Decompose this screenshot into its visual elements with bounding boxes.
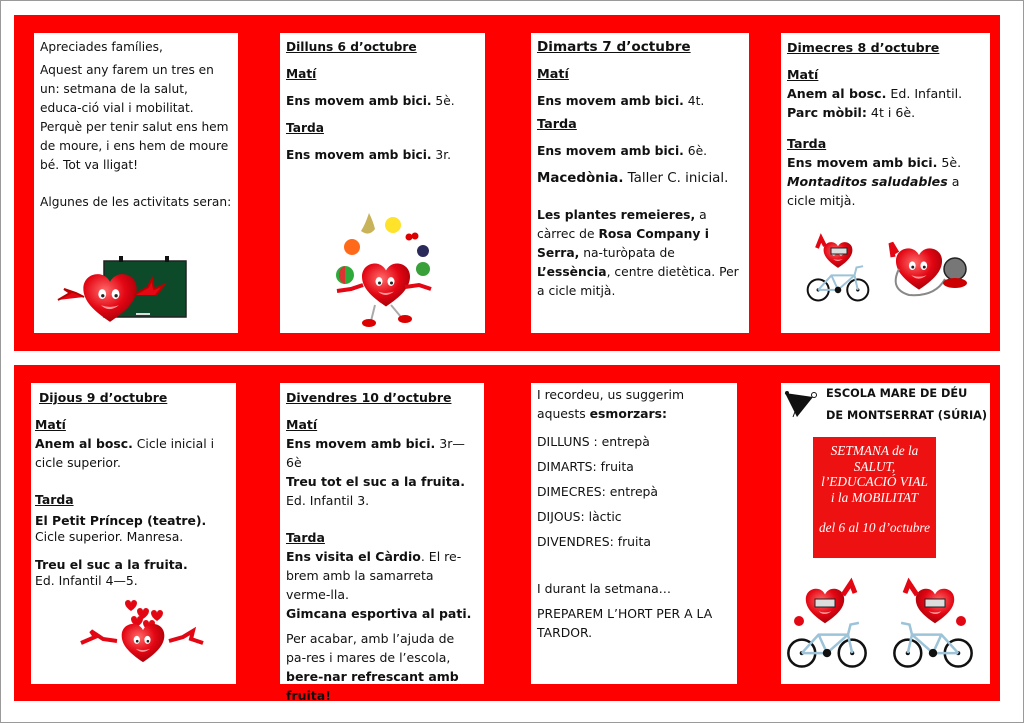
week-intro: I durant la setmana… (537, 581, 672, 596)
tuesday-plants: Les plantes remeieres, a càrrec de Rosa Company i Serra, na-turòpata de L’essència, centre dietètica. Per a cicle mitjà. (537, 208, 739, 298)
tuesday-title: Dimarts 7 d’octubre (537, 39, 691, 55)
thursday-morning-item: Anem al bosc. Cicle inicial i cicle superior. (35, 436, 215, 470)
friday-afternoon-label: Tarda (286, 530, 325, 545)
breakfast-item: DIMECRES: entrepà (537, 484, 659, 499)
greeting: Apreciades famílies, (40, 40, 163, 54)
friday-morning-item-2: Treu tot el suc a la fruita. Ed. Infantil 3. (286, 474, 465, 508)
monday-panel (280, 33, 485, 333)
friday-morning-label: Matí (286, 417, 318, 432)
heart-cycling-right-icon (785, 581, 869, 669)
thursday-afternoon-item-2: Treu el suc a la fruita. Ed. Infantil 4—5. (35, 557, 188, 588)
cover-panel (781, 383, 990, 684)
wednesday-morning-item-2: Parc mòbil: 4t i 6è. (787, 105, 916, 120)
intro-panel (34, 33, 238, 333)
tuesday-afternoon-item-2: Macedònia. Taller C. inicial. (537, 171, 729, 186)
monday-afternoon-label: Tarda (286, 121, 324, 135)
breakfasts-intro: I recordeu, us suggerim aquests esmorzars: (537, 387, 685, 421)
monday-morning-label: Matí (286, 67, 317, 81)
tuesday-panel (531, 33, 749, 333)
wednesday-title: Dimecres 8 d’octubre (787, 40, 940, 55)
heart-with-hearts-icon (81, 597, 205, 663)
thursday-title: Dijous 9 d’octubre (39, 390, 168, 405)
breakfasts-panel (531, 383, 737, 684)
tuesday-morning-label: Matí (537, 67, 569, 82)
thursday-morning-label: Matí (35, 417, 66, 432)
monday-afternoon-item: Ens movem amb bici. 3r. (286, 148, 451, 162)
monday-title: Dilluns 6 d’octubre (286, 40, 417, 54)
friday-morning-item-1: Ens movem amb bici. 3r—6è (286, 436, 465, 470)
friday-afternoon-item-1: Ens visita el Càrdio. El re-brem amb la samarreta verme-lla. (286, 549, 462, 602)
tuesday-afternoon-item-1: Ens movem amb bici. 6è. (537, 144, 708, 158)
heart-juggling-fruit-icon (335, 205, 435, 330)
thursday-afternoon-label: Tarda (35, 492, 74, 507)
thursday-panel (31, 383, 236, 684)
school-name: ESCOLA MARE DE DÉU DE MONTSERRAT (SÚRIA) (826, 387, 988, 422)
breakfast-item: DIVENDRES: fruita (537, 534, 651, 549)
activities-intro: Algunes de les activitats seran: (40, 195, 232, 209)
friday-title: Divendres 10 d’octubre (286, 390, 452, 405)
event-title-block: SETMANA de la SALUT, l’EDUCACIÓ VIAL i la MOBILITAT del 6 al 10 d’octubre (813, 437, 936, 558)
wednesday-afternoon-item: Ens movem amb bici. 5è. (787, 155, 962, 170)
heart-stethoscope-icon (885, 239, 971, 299)
wednesday-morning-label: Matí (787, 67, 819, 82)
breakfast-item: DILLUNS : entrepà (537, 434, 650, 449)
wednesday-panel (781, 33, 990, 333)
wednesday-montaditos: Montaditos saludables a cicle mitjà. (787, 174, 960, 208)
thursday-afternoon-item-1: El Petit Príncep (teatre). Cicle superior. Manresa. (35, 513, 207, 544)
breakfast-item: DIJOUS: làctic (537, 509, 622, 524)
friday-closing: Per acabar, amb l’ajuda de pa-res i mares de l’escola, bere-nar refrescant amb fruita! (286, 631, 459, 703)
heart-chalkboard-icon (56, 255, 176, 325)
wednesday-afternoon-label: Tarda (787, 136, 827, 151)
friday-afternoon-item-2: Gimcana esportiva al pati. (286, 606, 472, 621)
tuesday-afternoon-label: Tarda (537, 117, 577, 132)
event-dates: del 6 al 10 d’octubre (818, 520, 931, 535)
breakfast-item: DIMARTS: fruita (537, 459, 634, 474)
heart-cycling-icon (805, 236, 873, 302)
tuesday-morning-item: Ens movem amb bici. 4t. (537, 94, 705, 108)
intro-body: Aquest any farem un tres en un: setmana de la salut, educa-ció vial i mobilitat. Perquè per tenir salut ens hem de moure, i ens hem de moure bé. Tot va lligat! (40, 63, 229, 172)
school-logo-icon (783, 387, 821, 421)
wednesday-morning-item-1: Anem al bosc. Ed. Infantil. (787, 86, 963, 101)
week-activity: PREPAREM L’HORT PER A LA TARDOR. (537, 606, 713, 640)
heart-cycling-left-icon (891, 581, 975, 669)
monday-morning-item: Ens movem amb bici. 5è. (286, 94, 455, 108)
friday-panel (280, 383, 484, 703)
